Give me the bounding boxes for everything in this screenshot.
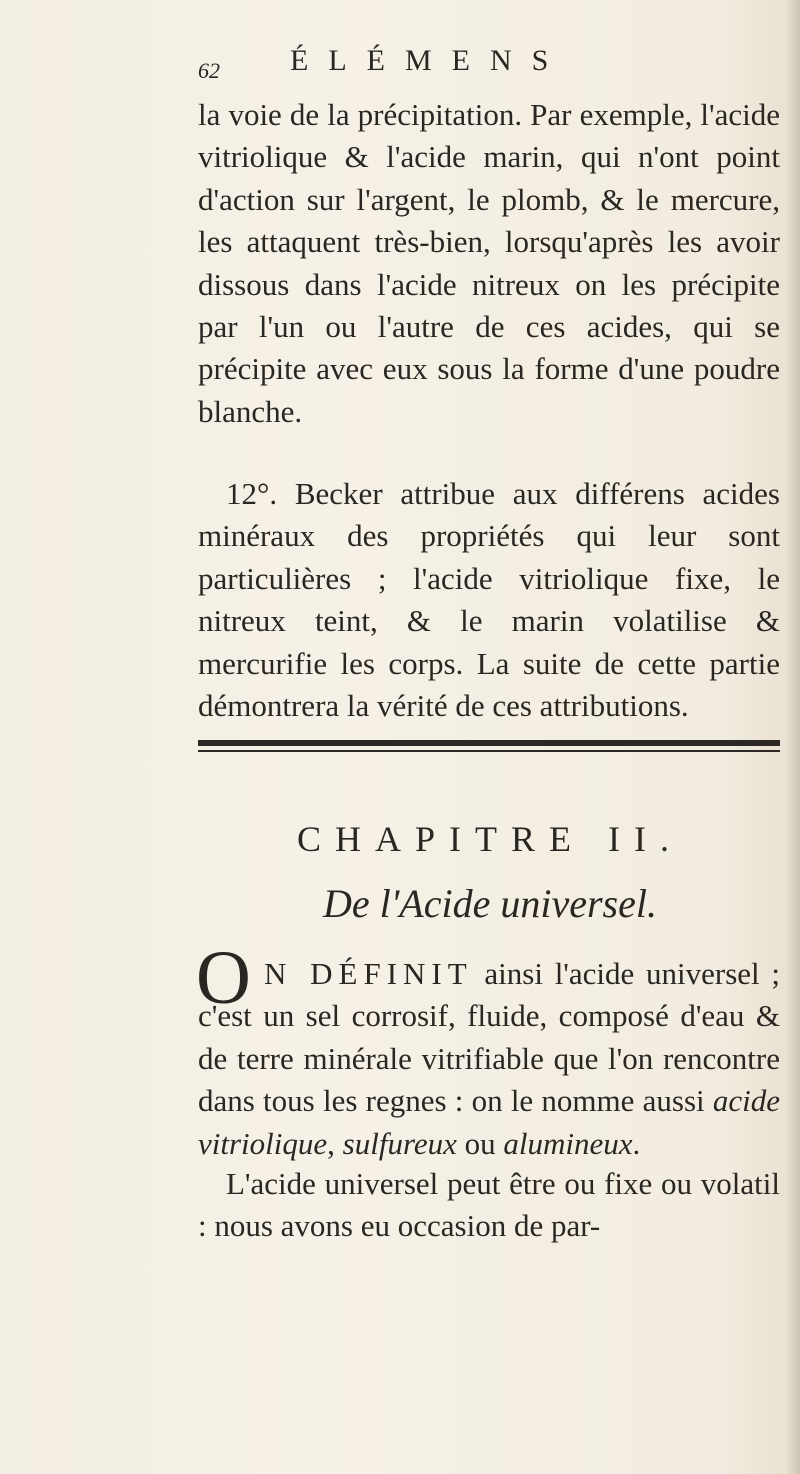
paragraph-1-text: la voie de la précipitation. Par exemple, l'acide vitriolique & l'acide marin, qui n'ont point d'action sur l'argent, le plomb, & le mercure, les attaquent très-bien, lorsqu'après les avoir dissous dans l'acide nitreux on les précipite par l'un ou l'autre de ces acides, qui se précipite avec eux sous la forme d'une poudre blanche. (198, 97, 780, 429)
separator-2: ou (456, 1125, 504, 1161)
paragraph-4-text: L'acide universel peut être ou fixe ou volatil : nous avons eu occasion de par- (198, 1166, 780, 1244)
paragraph-2 (198, 473, 780, 727)
chapter-heading: CHAPITRE II. (297, 819, 683, 859)
paragraph-1 (198, 94, 780, 433)
divider-thick-line (198, 740, 780, 746)
paragraph-2-text: 12°. Becker attribue aux différens acides minéraux des propriétés qui leur sont particulières ; l'acide vitriolique fixe, le nitreux teint, & le marin volatilise & mercurifie les corps. La suite de cette partie démontrera la vérité de ces attributions. (198, 476, 780, 724)
page-number: 62 (198, 58, 220, 83)
small-caps-opening: N DÉFINIT (264, 956, 473, 991)
page-edge-shadow (786, 0, 800, 1474)
paragraph-3-end: . (632, 1125, 641, 1161)
chapter-divider-rule (198, 740, 780, 754)
separator-1: , (327, 1125, 343, 1161)
running-title: ÉLÉMENS (290, 44, 569, 77)
term-sulfureux: sulfureux (342, 1125, 457, 1161)
paragraph-3-body: ainsi l'acide universel ; c'est un sel corrosif, fluide, composé d'eau & de terre minérale vitrifiable que l'on rencontre dans tous les regnes : on le nomme aussi (198, 956, 781, 1119)
drop-cap: O (196, 936, 251, 1020)
divider-thin-line (198, 750, 780, 752)
term-acide-vitriolique: acide vitriolique (198, 1083, 780, 1161)
chapter-subtitle: De l'Acide universel. (323, 881, 657, 926)
paragraph-3-text (198, 953, 780, 1165)
paragraph-3 (198, 953, 780, 1165)
paragraph-4 (198, 1163, 780, 1248)
term-alumineux: alumineux (503, 1125, 633, 1161)
